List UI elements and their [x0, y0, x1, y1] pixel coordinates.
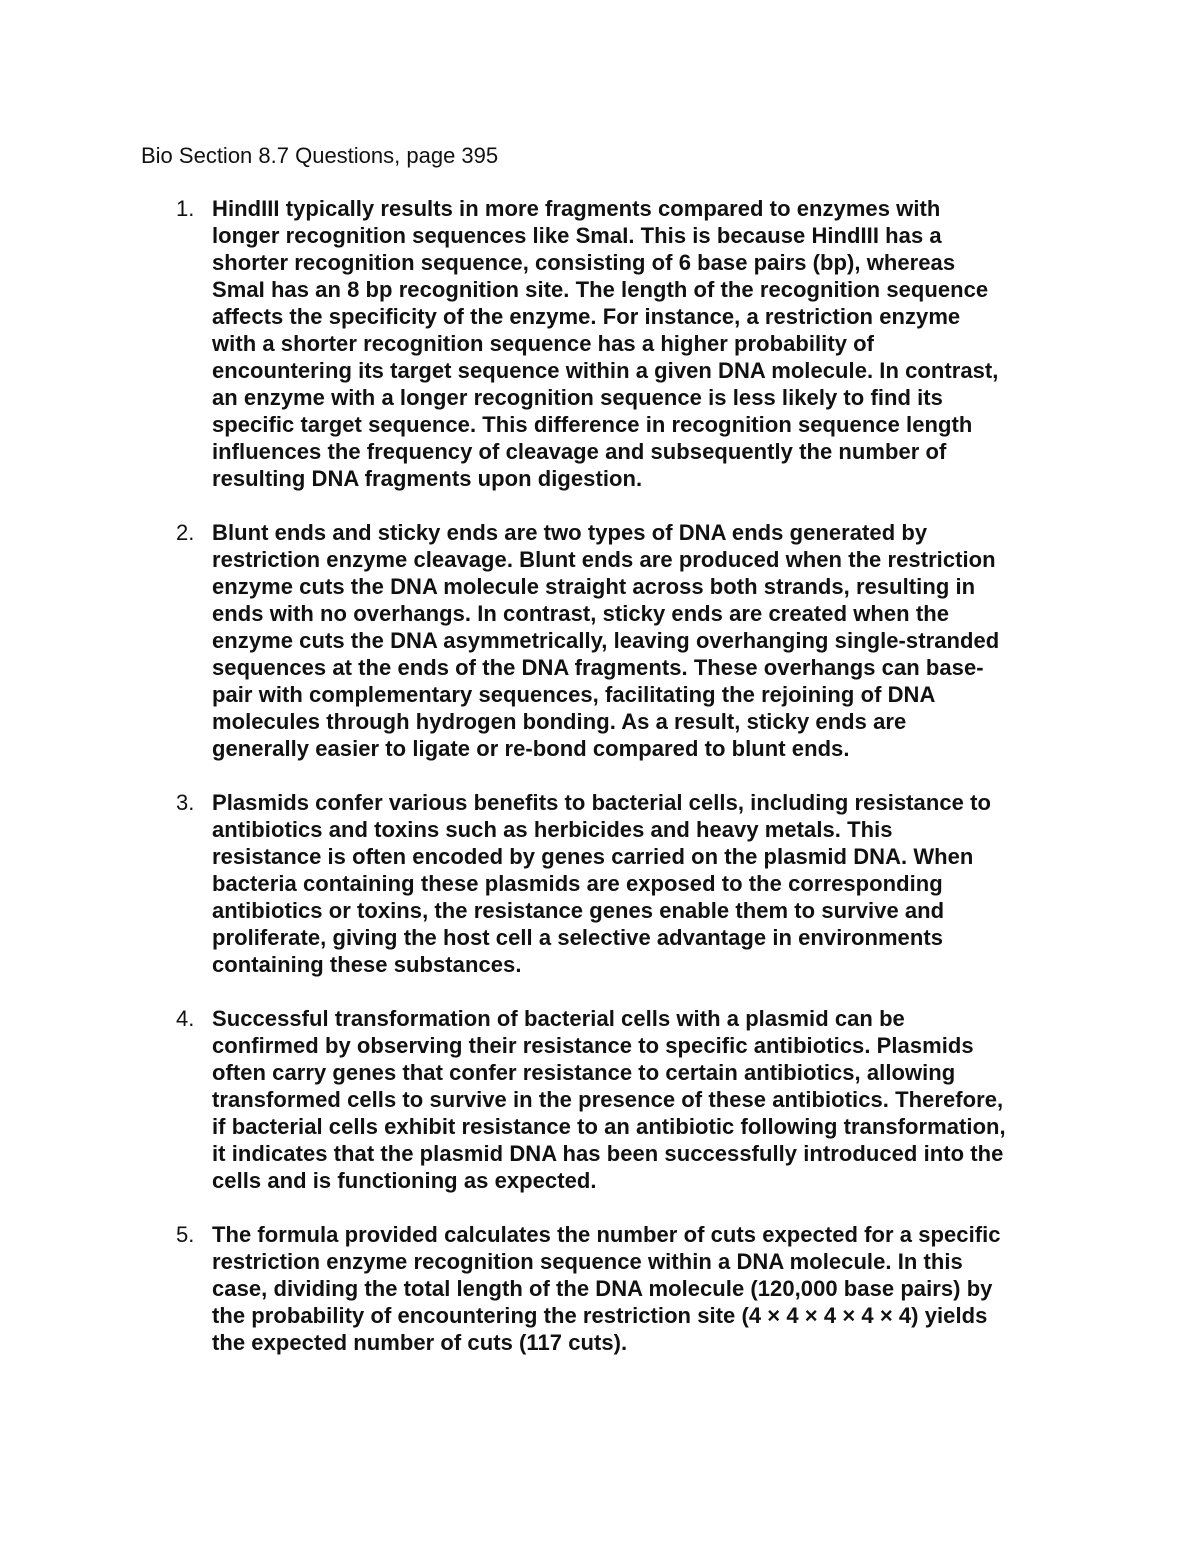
answer-line: restriction enzyme cleavage. Blunt ends are produced when the restriction [212, 547, 996, 572]
answer-line: sequences at the ends of the DNA fragments. These overhangs can base- [212, 655, 984, 680]
answer-text [212, 1005, 1081, 1194]
answer-line: an enzyme with a longer recognition sequence is less likely to find its [212, 385, 943, 410]
answer-line: restriction enzyme recognition sequence within a DNA molecule. In this [212, 1249, 963, 1274]
answer-line: Successful transformation of bacterial cells with a plasmid can be [212, 1006, 905, 1031]
answer-number: 1. [176, 196, 195, 221]
page-title: Bio Section 8.7 Questions, page 395 [141, 143, 499, 168]
answer-line: pair with complementary sequences, facilitating the rejoining of DNA [212, 682, 936, 707]
answer-number: 2. [176, 520, 195, 545]
answer-line: the expected number of cuts (117 cuts). [212, 1330, 628, 1355]
answer-line: enzyme cuts the DNA molecule straight across both strands, resulting in [212, 574, 976, 599]
answer-line: proliferate, giving the host cell a selective advantage in environments [212, 925, 943, 950]
answer-line: resistance is often encoded by genes carried on the plasmid DNA. When [212, 844, 974, 869]
answer-line: if bacterial cells exhibit resistance to an antibiotic following transformation, [212, 1114, 1006, 1139]
answer-line: molecules through hydrogen bonding. As a result, sticky ends are [212, 709, 907, 734]
answer-line: ends with no overhangs. In contrast, sticky ends are created when the [212, 601, 949, 626]
answer-line: encountering its target sequence within a given DNA molecule. In contrast, [212, 358, 999, 383]
answer-text [212, 1221, 1081, 1356]
answer-line: often carry genes that confer resistance to certain antibiotics, allowing [212, 1060, 956, 1085]
answer-line: The formula provided calculates the number of cuts expected for a specific [212, 1222, 1001, 1247]
answer-line: bacteria containing these plasmids are exposed to the corresponding [212, 871, 943, 896]
answer-number: 4. [176, 1006, 195, 1031]
answer-line: confirmed by observing their resistance to specific antibiotics. Plasmids [212, 1033, 974, 1058]
answer-line: affects the specificity of the enzyme. For instance, a restriction enzyme [212, 304, 961, 329]
answer-line: generally easier to ligate or re-bond compared to blunt ends. [212, 736, 850, 761]
answer-line: resulting DNA fragments upon digestion. [212, 466, 643, 491]
answer-item-5 [141, 1221, 1081, 1356]
answer-line: Blunt ends and sticky ends are two types of DNA ends generated by [212, 520, 928, 545]
answer-text [212, 195, 1081, 492]
answer-number: 5. [176, 1222, 195, 1247]
answer-number: 3. [176, 790, 195, 815]
answer-item-1 [141, 195, 1081, 492]
answer-item-4 [141, 1005, 1081, 1194]
answer-line: cells and is functioning as expected. [212, 1168, 597, 1193]
answer-text [212, 519, 1081, 762]
answer-item-2 [141, 519, 1081, 762]
answer-line: case, dividing the total length of the DNA molecule (120,000 base pairs) by [212, 1276, 993, 1301]
answer-line: Plasmids confer various benefits to bacterial cells, including resistance to [212, 790, 991, 815]
answer-line: HindIII typically results in more fragments compared to enzymes with [212, 196, 941, 221]
answer-text [212, 789, 1081, 978]
answer-line: it indicates that the plasmid DNA has been successfully introduced into the [212, 1141, 1004, 1166]
answer-line: enzyme cuts the DNA asymmetrically, leaving overhanging single-stranded [212, 628, 1000, 653]
answer-line: transformed cells to survive in the presence of these antibiotics. Therefore, [212, 1087, 1004, 1112]
answer-item-3 [141, 789, 1081, 978]
answer-line: antibiotics and toxins such as herbicides and heavy metals. This [212, 817, 893, 842]
answer-line: containing these substances. [212, 952, 522, 977]
answer-line: antibiotics or toxins, the resistance genes enable them to survive and [212, 898, 945, 923]
answer-line: longer recognition sequences like SmaI. This is because HindIII has a [212, 223, 942, 248]
answer-line: shorter recognition sequence, consisting of 6 base pairs (bp), whereas [212, 250, 956, 275]
answer-list [141, 195, 1081, 1383]
answer-line: influences the frequency of cleavage and subsequently the number of [212, 439, 947, 464]
answer-line: SmaI has an 8 bp recognition site. The length of the recognition sequence [212, 277, 989, 302]
answer-line: with a shorter recognition sequence has a higher probability of [212, 331, 875, 356]
answer-line: the probability of encountering the restriction site (4 × 4 × 4 × 4 × 4) yields [212, 1303, 988, 1328]
answer-line: specific target sequence. This difference in recognition sequence length [212, 412, 973, 437]
